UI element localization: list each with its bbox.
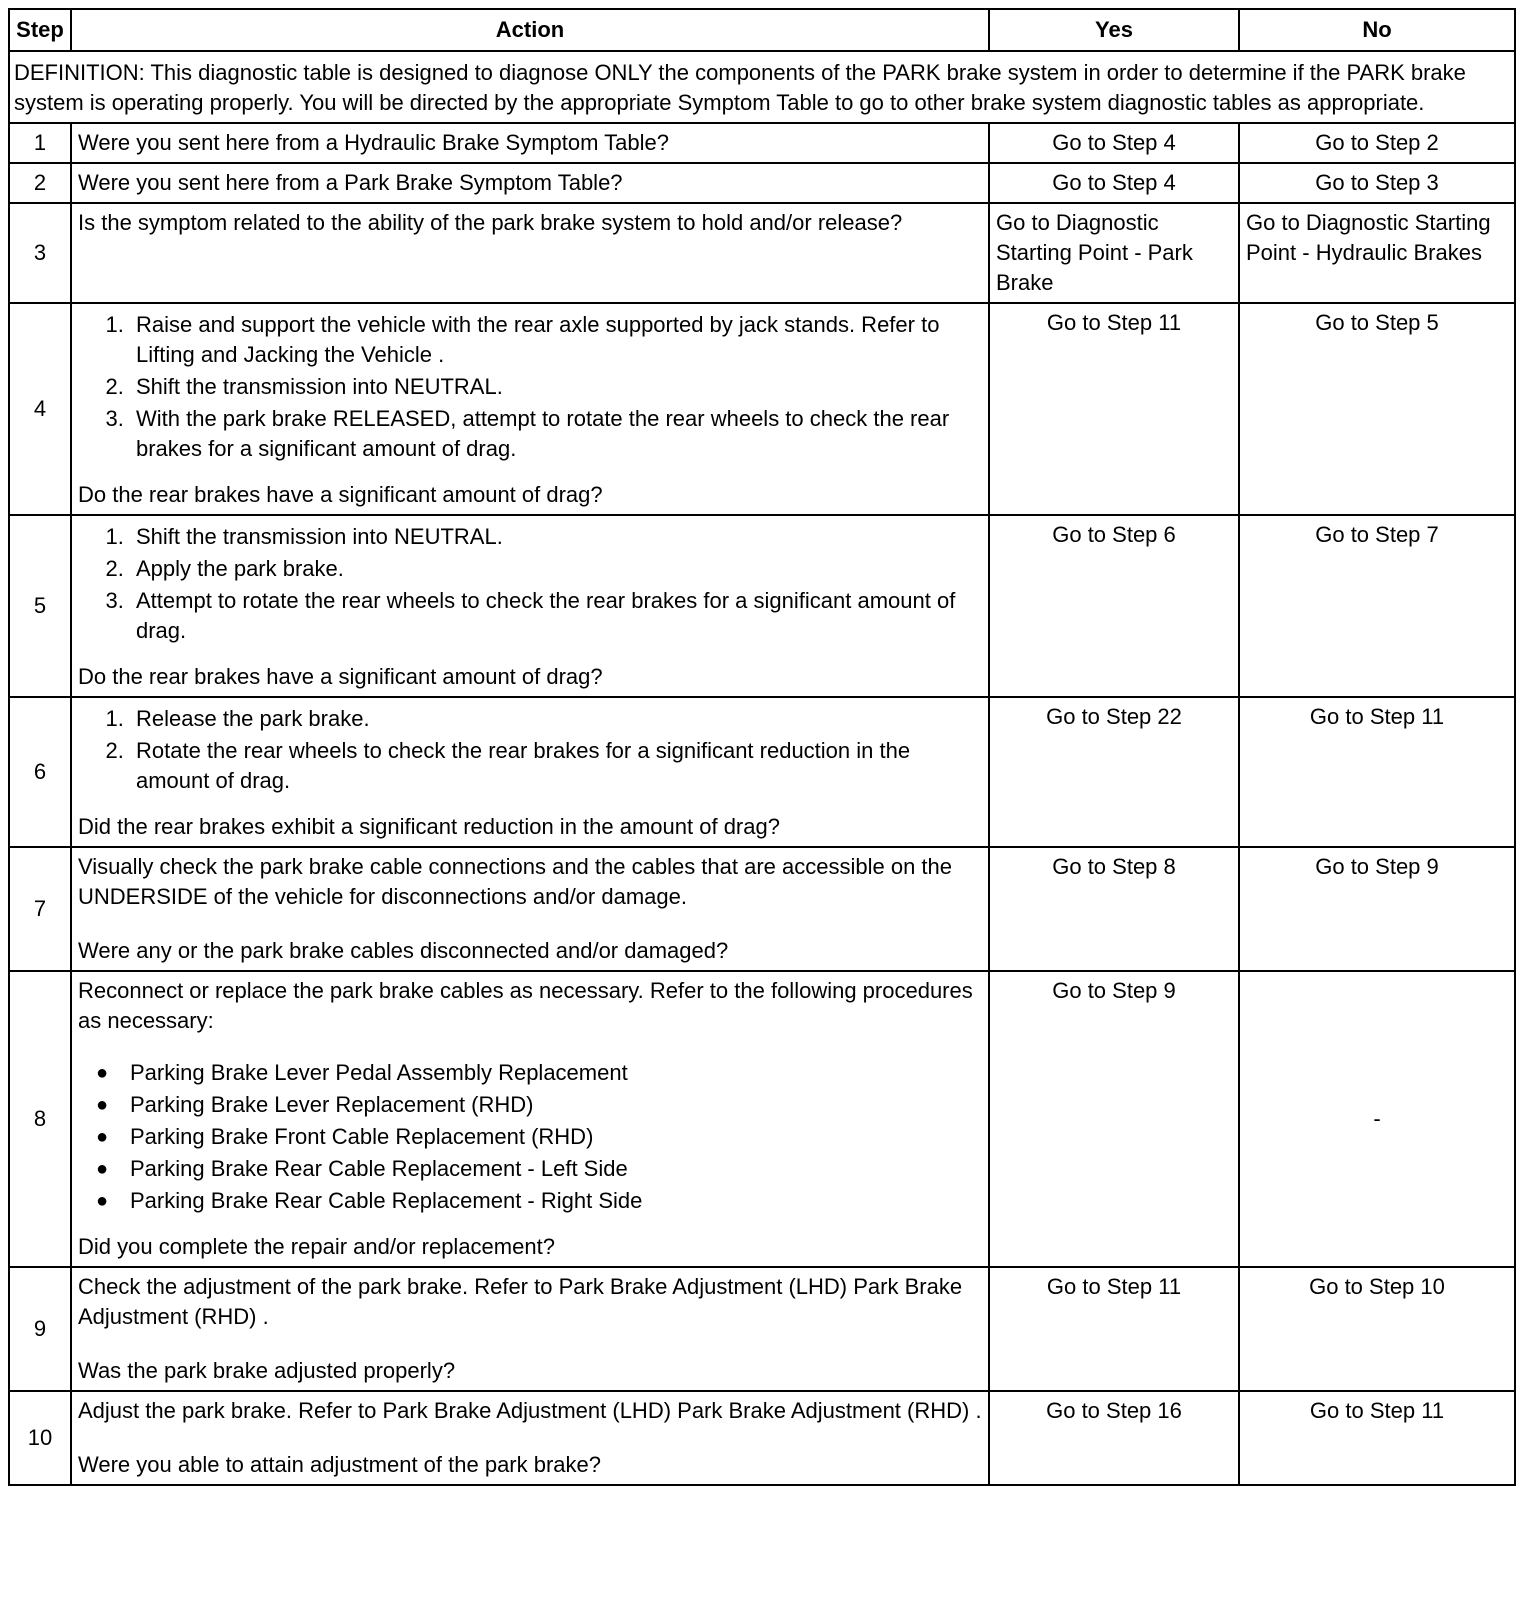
yes-link[interactable]: Go to Step 4 xyxy=(989,163,1239,203)
table-row xyxy=(9,163,1515,203)
table-row xyxy=(9,203,1515,303)
no-link[interactable]: Go to Step 11 xyxy=(1239,1391,1515,1485)
table-row xyxy=(9,847,1515,971)
procedure-item: 2. Rotate the rear wheels to check the rear brakes for a significant reduction in the amount of drag. xyxy=(130,736,982,796)
table-row xyxy=(9,303,1515,515)
action-question: Do the rear brakes have a significant amount of drag? xyxy=(78,664,603,689)
action-cell xyxy=(71,303,989,515)
action-question: Were you able to attain adjustment of the park brake? xyxy=(78,1452,602,1477)
step-number: 10 xyxy=(9,1391,71,1485)
yes-link[interactable]: Go to Diagnostic Starting Point - Park Brake xyxy=(989,203,1239,303)
action-cell xyxy=(71,847,989,971)
action-cell xyxy=(71,515,989,697)
header-row xyxy=(9,9,1515,51)
header-step: Step xyxy=(9,9,71,51)
step-number: 5 xyxy=(9,515,71,697)
action-cell xyxy=(71,697,989,847)
step-number: 8 xyxy=(9,971,71,1267)
header-action: Action xyxy=(71,9,989,51)
action-instruction: Reconnect or replace the park brake cables as necessary. Refer to the following procedures as necessary: xyxy=(78,978,973,1033)
procedure-link[interactable]: ● Parking Brake Lever Replacement (RHD) xyxy=(130,1090,982,1120)
table-row xyxy=(9,515,1515,697)
step-number: 6 xyxy=(9,697,71,847)
step-number: 3 xyxy=(9,203,71,303)
action-cell xyxy=(71,971,989,1267)
procedure-item: 1. Raise and support the vehicle with the rear axle supported by jack stands. Refer to Lifting and Jacking the Vehicle . xyxy=(130,310,982,370)
procedure-item: 3. With the park brake RELEASED, attempt to rotate the rear wheels to check the rear brakes for a significant amount of drag. xyxy=(130,404,982,464)
procedure-list xyxy=(78,310,982,464)
step-number: 4 xyxy=(9,303,71,515)
yes-link[interactable]: Go to Step 6 xyxy=(989,515,1239,697)
procedure-list xyxy=(78,522,982,646)
table-row xyxy=(9,123,1515,163)
step-number: 1 xyxy=(9,123,71,163)
action-cell xyxy=(71,1391,989,1485)
diagnostic-table xyxy=(8,8,1516,1486)
table-row xyxy=(9,971,1515,1267)
action-instruction: Check the adjustment of the park brake. Refer to Park Brake Adjustment (LHD) Park Brake Adjustment (RHD) . xyxy=(78,1274,963,1329)
action-instruction: Visually check the park brake cable connections and the cables that are accessible on the UNDERSIDE of the vehicle for disconnections and/or damage. xyxy=(78,854,953,909)
no-link[interactable]: Go to Diagnostic Starting Point - Hydraulic Brakes xyxy=(1239,203,1515,303)
action-question: Was the park brake adjusted properly? xyxy=(78,1358,456,1383)
definition-text: DEFINITION: This diagnostic table is designed to diagnose ONLY the components of the PARK brake system in order to determine if the PARK brake system is operating properly. You will be directed by the appropriate Symptom Table to go to other brake system diagnostic tables as appropriate. xyxy=(9,51,1515,123)
procedure-item: 1. Shift the transmission into NEUTRAL. xyxy=(130,522,982,552)
no-link[interactable]: Go to Step 9 xyxy=(1239,847,1515,971)
no-link[interactable]: Go to Step 5 xyxy=(1239,303,1515,515)
procedure-link[interactable]: ● Parking Brake Front Cable Replacement (RHD) xyxy=(130,1122,982,1152)
procedure-link-list xyxy=(78,1058,982,1216)
procedure-list xyxy=(78,704,982,796)
no-link[interactable]: Go to Step 7 xyxy=(1239,515,1515,697)
yes-link[interactable]: Go to Step 16 xyxy=(989,1391,1239,1485)
procedure-item: 2. Shift the transmission into NEUTRAL. xyxy=(130,372,982,402)
yes-link[interactable]: Go to Step 8 xyxy=(989,847,1239,971)
procedure-item: 1. Release the park brake. xyxy=(130,704,982,734)
action-question: Is the symptom related to the ability of the park brake system to hold and/or release? xyxy=(71,203,989,303)
no-link[interactable]: Go to Step 2 xyxy=(1239,123,1515,163)
no-link[interactable]: Go to Step 3 xyxy=(1239,163,1515,203)
header-no: No xyxy=(1239,9,1515,51)
yes-link[interactable]: Go to Step 9 xyxy=(989,971,1239,1267)
action-question: Were you sent here from a Park Brake Symptom Table? xyxy=(71,163,989,203)
no-value: - xyxy=(1239,971,1515,1267)
table-row xyxy=(9,697,1515,847)
procedure-item: 3. Attempt to rotate the rear wheels to check the rear brakes for a significant amount of drag. xyxy=(130,586,982,646)
yes-link[interactable]: Go to Step 11 xyxy=(989,1267,1239,1391)
procedure-link[interactable]: ● Parking Brake Rear Cable Replacement - Left Side xyxy=(130,1154,982,1184)
no-link[interactable]: Go to Step 10 xyxy=(1239,1267,1515,1391)
action-question: Did you complete the repair and/or replacement? xyxy=(78,1234,555,1259)
no-link[interactable]: Go to Step 11 xyxy=(1239,697,1515,847)
yes-link[interactable]: Go to Step 4 xyxy=(989,123,1239,163)
procedure-item: 2. Apply the park brake. xyxy=(130,554,982,584)
header-yes: Yes xyxy=(989,9,1239,51)
action-question: Were any or the park brake cables disconnected and/or damaged? xyxy=(78,938,729,963)
step-number: 2 xyxy=(9,163,71,203)
yes-link[interactable]: Go to Step 22 xyxy=(989,697,1239,847)
action-question: Were you sent here from a Hydraulic Brake Symptom Table? xyxy=(71,123,989,163)
table-row xyxy=(9,1267,1515,1391)
procedure-link[interactable]: ● Parking Brake Lever Pedal Assembly Replacement xyxy=(130,1058,982,1088)
action-instruction: Adjust the park brake. Refer to Park Brake Adjustment (LHD) Park Brake Adjustment (RHD) . xyxy=(78,1398,982,1423)
action-question: Did the rear brakes exhibit a significant reduction in the amount of drag? xyxy=(78,814,780,839)
step-number: 7 xyxy=(9,847,71,971)
action-cell xyxy=(71,1267,989,1391)
definition-row xyxy=(9,51,1515,123)
action-question: Do the rear brakes have a significant amount of drag? xyxy=(78,482,603,507)
yes-link[interactable]: Go to Step 11 xyxy=(989,303,1239,515)
table-row xyxy=(9,1391,1515,1485)
procedure-link[interactable]: ● Parking Brake Rear Cable Replacement - Right Side xyxy=(130,1186,982,1216)
step-number: 9 xyxy=(9,1267,71,1391)
